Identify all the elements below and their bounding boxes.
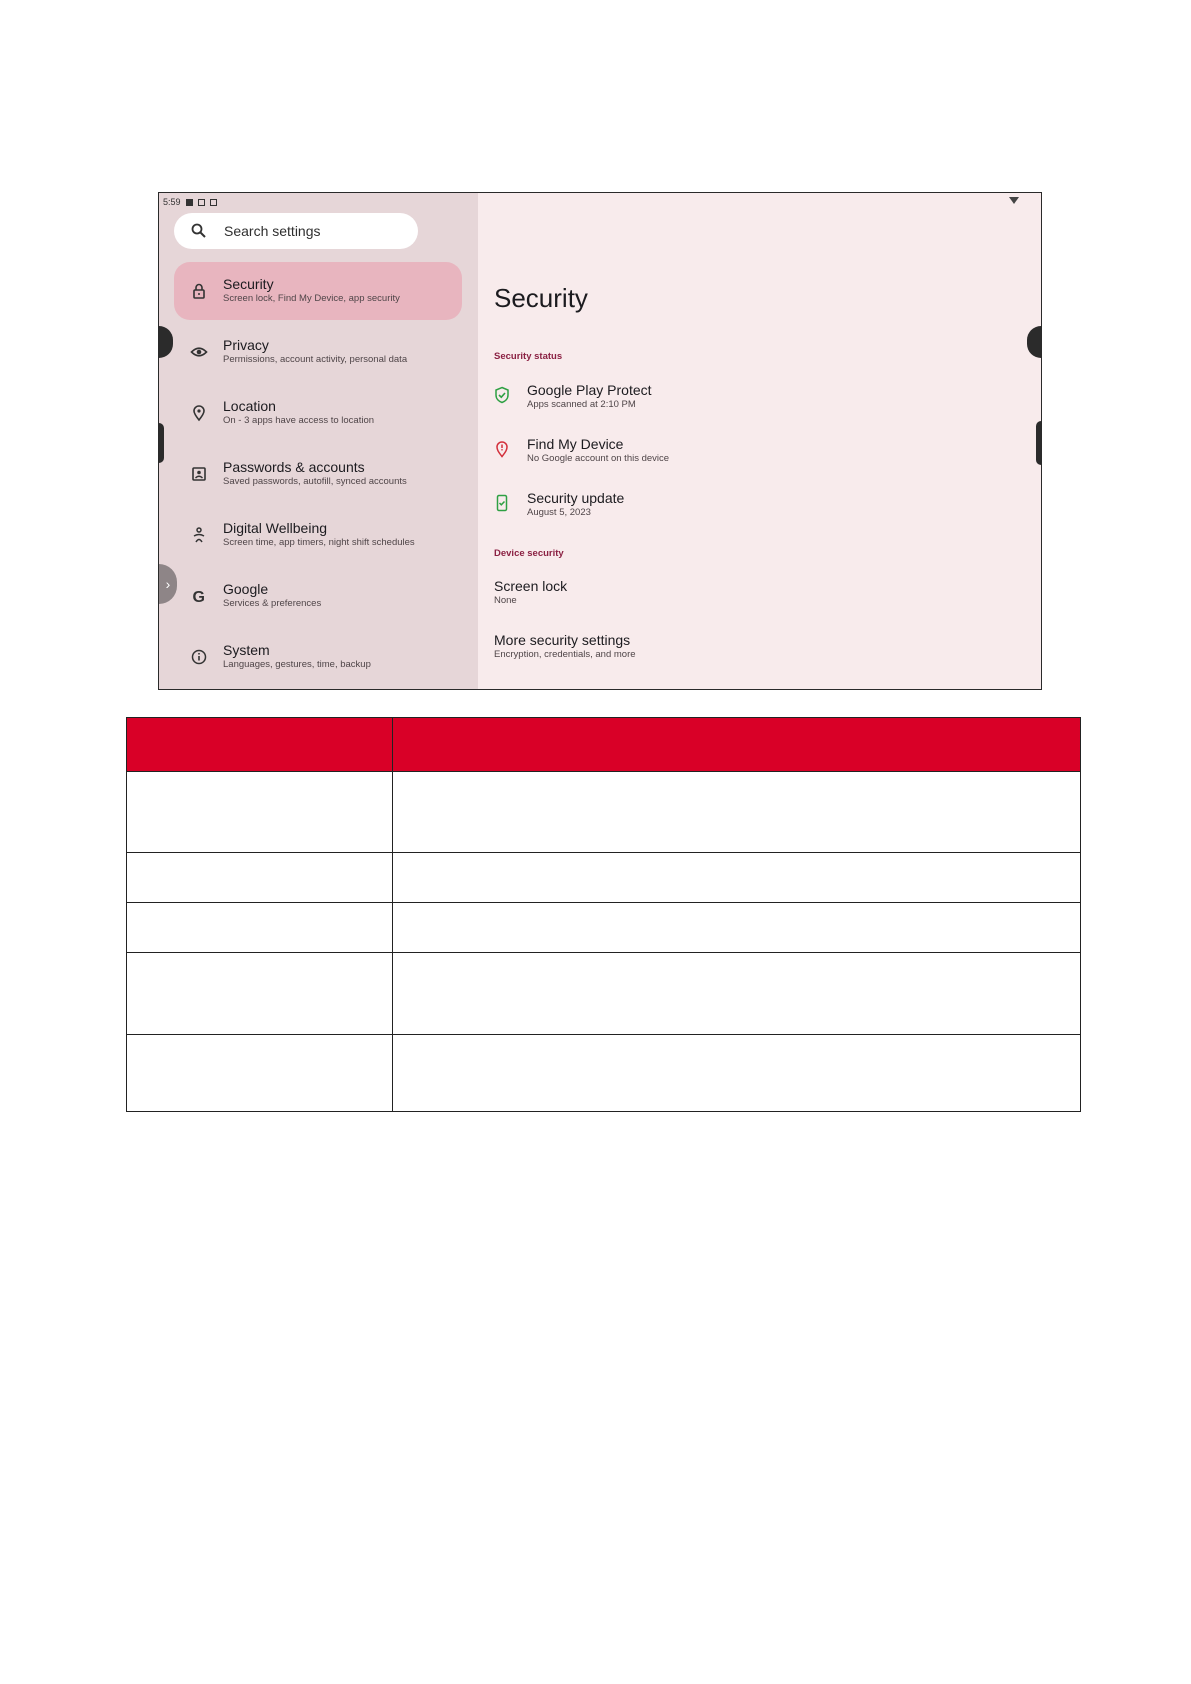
sidebar-item-google[interactable] [174,567,462,625]
table-header-row [127,718,1081,772]
wifi-icon [1009,197,1019,204]
sidebar-item-label: Google [223,581,269,597]
search-label: Search settings [224,223,321,239]
sidebar-item-sub: On - 3 apps have access to location [223,415,375,426]
left-edge-handle-top[interactable] [159,326,173,358]
table-cell [393,772,1081,853]
security-panel [478,193,1041,689]
search-icon [190,222,208,240]
svg-text:G: G [192,589,205,605]
table-row [127,772,1081,853]
sidebar-item-passwords-accounts[interactable] [174,445,462,503]
settings-screenshot [158,192,1042,690]
cast-icon [210,199,217,206]
right-edge-handle-middle[interactable] [1036,421,1041,465]
sidebar-item-digital-wellbeing[interactable] [174,506,462,564]
notification-icon [186,199,193,206]
section-header-device-security: Device security [494,548,564,559]
item-sub: August 5, 2023 [527,507,591,518]
sidebar-item-location[interactable] [174,384,462,442]
sidebar-item-privacy[interactable] [174,323,462,381]
table-row [127,853,1081,903]
item-sub: Apps scanned at 2:10 PM [527,399,636,410]
location-pin-icon [190,404,208,422]
sidebar-item-sub: Screen time, app timers, night shift schedules [223,537,415,548]
table-cell [393,1035,1081,1112]
phone-update-icon [494,494,510,512]
sidebar-item-sub: Saved passwords, autofill, synced accounts [223,476,407,487]
table-cell [393,853,1081,903]
left-edge-handle-middle[interactable] [159,423,164,463]
table-cell [127,903,393,953]
table-row [127,953,1081,1035]
screen-lock-item[interactable] [494,578,567,607]
item-sub: Encryption, credentials, and more [494,649,636,660]
table-cell [127,772,393,853]
right-edge-handle-top[interactable] [1027,326,1041,358]
sidebar-item-label: System [223,642,270,658]
sidebar-item-label: Digital Wellbeing [223,520,328,536]
table-cell [393,953,1081,1035]
account-box-icon [190,465,208,483]
description-table [126,717,1081,1112]
sidebar-item-system[interactable] [174,628,462,686]
table-row [127,903,1081,953]
table-row [127,1035,1081,1112]
info-icon [190,648,208,666]
page-title: Security [494,283,588,313]
wellbeing-icon [190,526,208,544]
lock-icon [190,282,208,300]
sidebar-item-security[interactable] [174,262,462,320]
table-header-cell [393,718,1081,772]
settings-sidebar [159,193,478,689]
table-header-cell [127,718,393,772]
item-label: Google Play Protect [527,382,652,398]
google-g-icon [190,587,208,605]
more-security-settings-item[interactable] [494,632,636,661]
find-device-pin-icon [494,440,510,458]
sidebar-item-label: Security [223,276,274,292]
status-time: 5:59 [163,197,181,207]
table-cell [127,1035,393,1112]
search-settings-bar[interactable] [174,213,418,249]
item-label: Find My Device [527,436,624,452]
screenshot-icon [198,199,205,206]
sidebar-item-label: Passwords & accounts [223,459,365,475]
sidebar-item-sub: Permissions, account activity, personal data [223,354,408,365]
section-header-security-status: Security status [494,351,563,362]
sidebar-item-sub: Screen lock, Find My Device, app security [223,293,400,304]
item-label: More security settings [494,632,631,648]
status-bar [163,195,217,209]
shield-check-icon [494,386,510,404]
item-sub: No Google account on this device [527,453,670,464]
table-cell [393,903,1081,953]
table-cell [127,853,393,903]
sidebar-item-sub: Services & preferences [223,598,322,609]
table-cell [127,953,393,1035]
sidebar-item-label: Privacy [223,337,269,353]
sidebar-item-sub: Languages, gestures, time, backup [223,659,371,670]
item-label: Screen lock [494,578,568,594]
sidebar-item-label: Location [223,398,276,414]
privacy-eye-icon [190,343,208,361]
chevron-right-icon[interactable]: › [159,564,177,604]
item-label: Security update [527,490,625,506]
item-sub: None [494,595,517,606]
